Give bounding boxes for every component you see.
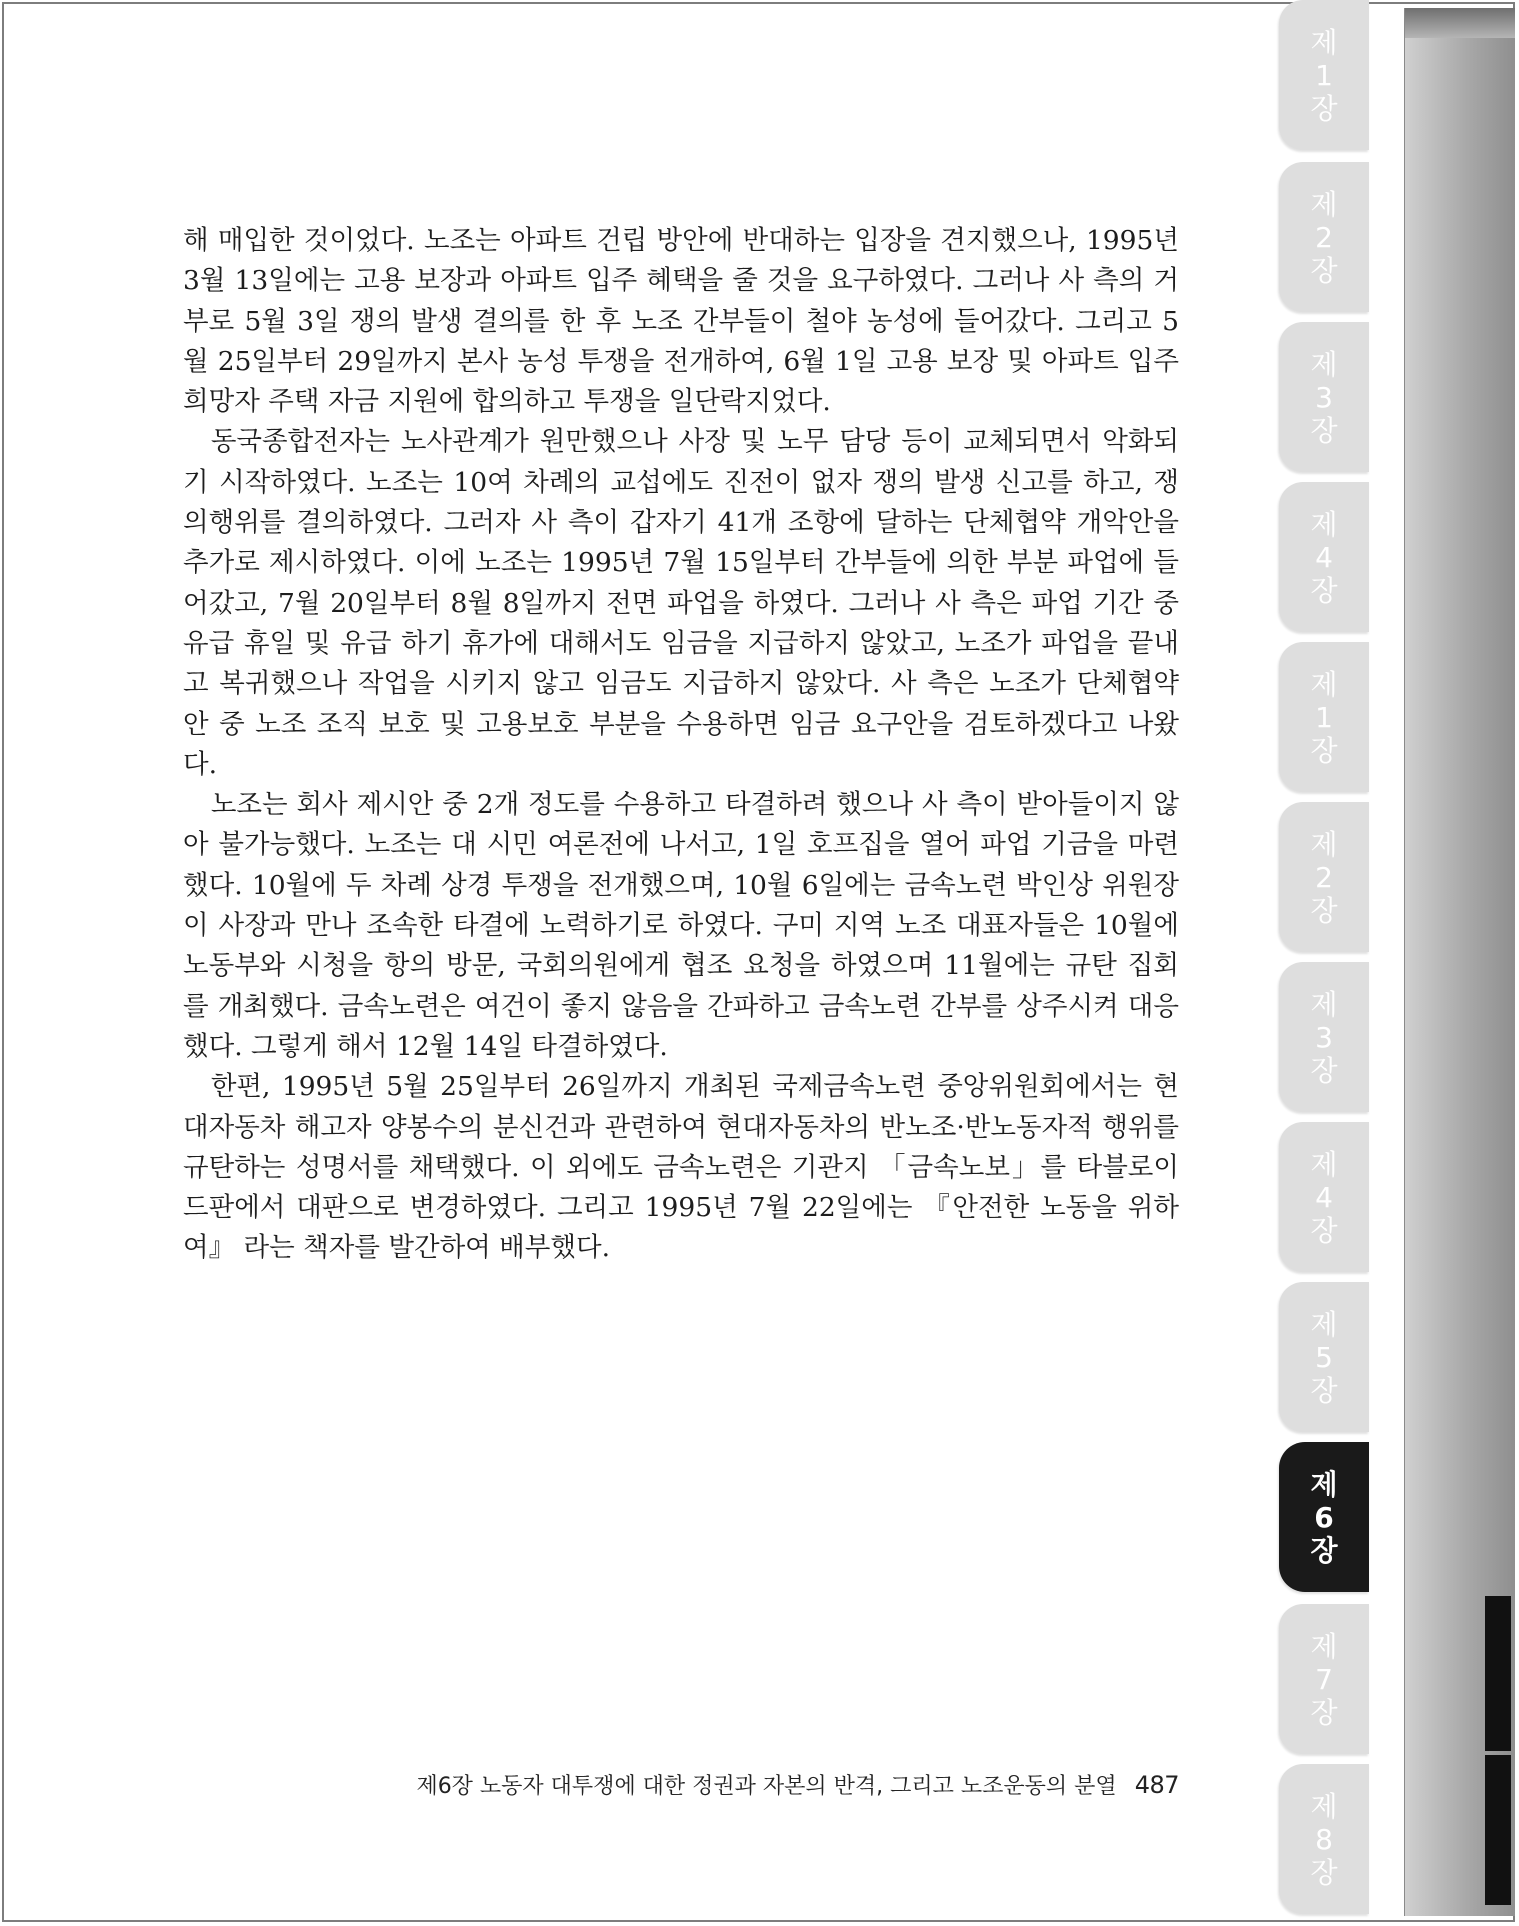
footer-chapter-title: 제6장 노동자 대투쟁에 대한 정권과 자본의 반격, 그리고 노조운동의 분열 — [416, 1774, 1117, 1799]
chapter-tab[interactable]: 제 2 장 — [1279, 162, 1369, 312]
chapter-tab[interactable]: 제 5 장 — [1279, 1282, 1369, 1432]
chapter-tab[interactable]: 제 7 장 — [1279, 1604, 1369, 1754]
edge-marker — [1485, 1596, 1511, 1751]
chapter-tab[interactable]: 제 1 장 — [1279, 642, 1369, 792]
paragraph: 동국종합전자는 노사관계가 원만했으나 사장 및 노무 담당 등이 교체되면서 악화되기 시작하였다. 노조는 10여 차례의 교섭에도 진전이 없자 쟁의 발생 신고를 하고, 쟁의행위를 결의하였다. 그러자 사 측이 갑자기 41개 조항에 달하는 단체협약 개악안을 추가로 제시하였다. 이에 노조는 1995년 7월 15일부터 간부들에 의한 부분 파업에 들어갔고, 7월 20일부터 8월 8일까지 전면 파업을 하였다. 그러나 사 측은 파업 기간 중 유급 휴일 및 유급 하기 휴가에 대해서도 임금을 지급하지 않았고, 노조가 파업을 끝내고 복귀했으나 작업을 시키지 않고 임금도 지급하지 않았다. 사 측은 노조가 단체협약안 중 노조 조직 보호 및 고용보호 부분을 수용하면 임금 요구안을 검토하겠다고 나왔다. — [183, 426, 1179, 780]
paragraph: 노조는 회사 제시안 중 2개 정도를 수용하고 타결하려 했으나 사 측이 받아들이지 않아 불가능했다. 노조는 대 시민 여론전에 나서고, 1일 호프집을 열어 파업 기금을 마련했다. 10월에 두 차례 상경 투쟁을 전개했으며, 10월 6일에는 금속노련 박인상 위원장이 사장과 만나 조속한 타결에 노력하기로 하였다. 구미 지역 노조 대표자들은 10월에 노동부와 시청을 항의 방문, 국회의원에게 협조 요청을 하였으며 11월에는 규탄 집회를 개최했다. 금속노련은 여건이 좋지 않음을 간파하고 금속노련 간부를 상주시켜 대응했다. 그렇게 해서 12월 14일 타결하였다. — [183, 789, 1179, 1062]
chapter-tab[interactable]: 제 4 장 — [1279, 482, 1369, 632]
chapter-tab[interactable]: 제 8 장 — [1279, 1764, 1369, 1914]
chapter-tab-active[interactable]: 제 6 장 — [1279, 1442, 1369, 1592]
book-edge-top — [1405, 8, 1515, 38]
chapter-tab[interactable]: 제 3 장 — [1279, 322, 1369, 472]
edge-marker — [1485, 1755, 1511, 1905]
running-footer — [416, 1769, 1179, 1800]
paragraph: 해 매입한 것이었다. 노조는 아파트 건립 방안에 반대하는 입장을 견지했으나, 1995년 3월 13일에는 고용 보장과 아파트 입주 혜택을 줄 것을 요구하였다. 그러나 사 측의 거부로 5월 3일 쟁의 발생 결의를 한 후 노조 간부들이 철야 농성에 들어갔다. 그리고 5월 25일부터 29일까지 본사 농성 투쟁을 전개하여, 6월 1일 고용 보장 및 아파트 입주 희망자 주택 자금 지원에 합의하고 투쟁을 일단락지었다. — [183, 225, 1179, 418]
chapter-tab[interactable]: 제 1 장 — [1279, 0, 1369, 150]
paragraph: 한편, 1995년 5월 25일부터 26일까지 개최된 국제금속노련 중앙위원회에서는 현대자동차 해고자 양봉수의 분신건과 관련하여 현대자동차의 반노조·반노동자적 행위를 규탄하는 성명서를 채택했다. 이 외에도 금속노련은 기관지 「금속노보」를 타블로이드판에서 대판으로 변경하였다. 그리고 1995년 7월 22일에는 『안전한 노동을 위하여』 라는 책자를 발간하여 배부했다. — [183, 1071, 1179, 1264]
page-number: 487 — [1134, 1771, 1179, 1799]
chapter-tab[interactable]: 제 3 장 — [1279, 962, 1369, 1112]
chapter-tab[interactable]: 제 2 장 — [1279, 802, 1369, 952]
body-text — [183, 221, 1179, 1269]
chapter-tab[interactable]: 제 4 장 — [1279, 1122, 1369, 1272]
